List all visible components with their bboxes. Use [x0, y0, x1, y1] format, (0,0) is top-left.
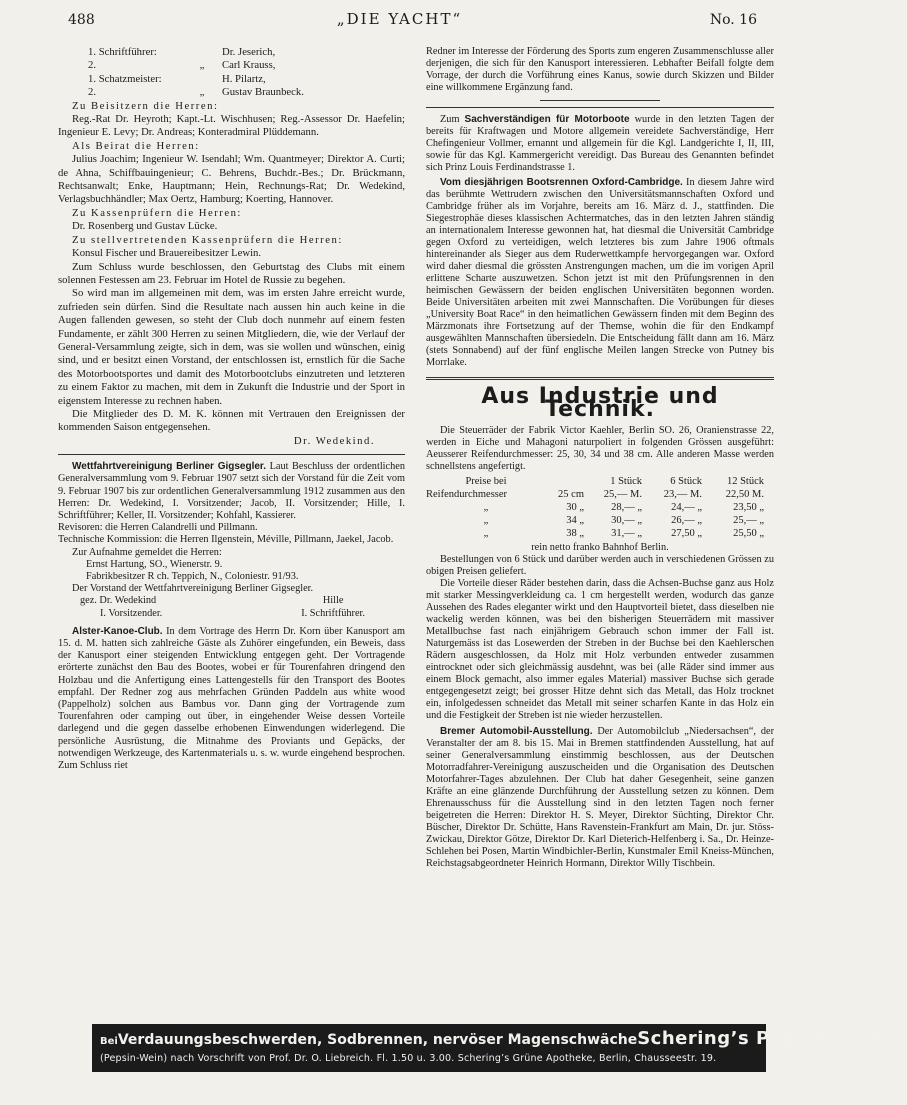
- gigsegler-lead: Wettfahrtvereinigung Berliner Gigsegler.: [72, 461, 267, 473]
- ad-prefix: Bei: [100, 1036, 118, 1047]
- divider: [58, 454, 405, 455]
- ad-details: (Pepsin-Wein) nach Vorschrift von Prof. Dr. O. Liebreich. Fl. 1.50 u. 3.00. Schering’s Grüne Apotheke, Berlin, Chausseestr. 19.: [100, 1053, 717, 1064]
- beirat-text: Julius Joachim; Ingenieur W. Isendahl; Wm. Quantmeyer; Direktor A. Curti; de Ahna, Schiffbauingenieur; C. Behrens, Buchdr.-Bes.; Dr. Brückmann, Rechtsanwalt; Enke, Hauptmann; Hein, Rechnungs-Rat; Dr. Wedekind, Verlagsbuchhändler; Max Oertz, Hamburg; Koerting, Hannover.: [58, 153, 405, 206]
- page-number: 488: [68, 12, 95, 28]
- price-header: Preise bei: [465, 475, 507, 487]
- vorstand-line: Der Vorstand der Wettfahrtvereinigung Berliner Gigsegler.: [72, 583, 314, 595]
- alster-notice: Alster-Kanoe-Club. In dem Vortrage des Herrn Dr. Korn über Kanusport am 15. d. M. hatten sich zahlreiche Gäste als Zuhörer eingefunden, ein Beweis, dass der Kanusport einer steigenden Entwicklung entgegen geht. Der Vortragende erörterte zunächst den Bau des Bootes, wobei er für Tourenfahren dringend den Holzbau und die Anfertigung eines Lattengestells für den Transport des Bootes empfahl. Der Redner zog aus mehrfachen Gründen Paddeln aus white wood (Pappelholz) solchen aus Bambus vor. Dann ging der Vortragende zum Tourenfahren oder camping out über, in eingehender Weise dessen Vorteile darlegend und die gegen dasselbe erhobenen Einwendungen widerlegend. Die persönliche Ausrüstung, die Mitnahme des Proviants und Gepäcks, der notwendigen Werkzeuge, des Kartenmaterials u. s. w. wurde eingehend besprochen. Zum Schluss riet: [58, 625, 405, 772]
- signature-right: Hille I. Schriftführer.: [301, 595, 365, 619]
- stellv-heading: Zu stellvertretenden Kassenprüfern die Herren:: [72, 233, 343, 246]
- officer-row: 1. Schriftführer: Dr. Jeserich,: [88, 46, 276, 58]
- kassen-heading: Zu Kassenprüfern die Herren:: [72, 206, 242, 219]
- price-row: „: [483, 501, 489, 513]
- kassen-text: Dr. Rosenberg und Gustav Lücke.: [72, 220, 218, 233]
- price-footer: rein netto franko Bahnhof Berlin.: [531, 541, 669, 553]
- divider: [426, 377, 774, 380]
- price-row: „: [483, 527, 489, 539]
- gigsegler-signatures: [58, 595, 405, 619]
- officer-row: 1. Schatzmeister: H. Pilartz,: [88, 72, 266, 85]
- section-title: Aus Industrie und Technik.: [481, 384, 719, 423]
- sachverstaendige-lead: Sachverständigen für Motorboote: [464, 114, 630, 125]
- officers-list: [58, 46, 405, 100]
- bremer-notice: Bremer Automobil-Ausstellung. Der Automobilclub „Niedersachsen“, der Veranstalter der am 8. bis 15. Mai in Bremen stattfindenden Ausstellung, hat auf seiner Generalversammlung einstimmig beschlossen, aus der Deutschen Motorradfahrer-Vereinigung auszuscheiden und die Organisation des Deutschen Motorfahrer-Tages abzulehnen. Der Club hat daher Gesegenheit, seine ganzen Kräfte an eine glänzende Durchführung der Ausstellung setzen zu können. Dem Ehrenausschuss für die Ausstellung sind in den letzten Tagen noch ferner beigetreten die Herren: Direktor H. S. Meyer, Direktor Süchting, Direktor Chr. Büscher, Direktor Dr. Schütte, Hans Ravenstein-Frankfurt am Main, Dr. jur. Stöss-Zwickau, Direktor Götze, Direktor Dr. Karl Dieterich-Helfenberg i. Sa., Dr. Heinze-Schlehen bei Posen, Martin Windbichler-Berlin, Kunstmaler Emil Kneiss-München, Reichstagsabgeordneter Heinrich Hormann, Direktor Willy Tischbein.: [426, 725, 775, 869]
- price-row: Reifendurchmesser: [426, 488, 508, 500]
- divider: [540, 100, 660, 101]
- beisitzer-heading: Zu Beisitzern die Herren:: [72, 99, 219, 112]
- signature: Dr. Wedekind.: [293, 434, 375, 447]
- signature-left: gez. Dr. Wedekind I. Vorsitzender.: [80, 595, 163, 619]
- officer-row: 2. „ Carl Krauss,: [88, 59, 276, 72]
- anmeldung-heading: Zur Aufnahme gemeldet die Herren:: [72, 546, 222, 558]
- kaehler-text: Die Steuerräder der Fabrik Victor Kaehler, Berlin SO. 26, Oranienstrasse 22, werden in Eiche und Mahagoni naturpoliert in folgenden Grössen ausgeführt: Aeusserer Reifendurchmesser: 25, 30, 34 und 38 cm. Alle anderen Masse werden schnellstens angefertigt.: [426, 424, 774, 472]
- ad-brand: Schering’s Pepsin-Essenz: [637, 1028, 907, 1049]
- left-column: [58, 46, 405, 772]
- advertisement-banner: [92, 1024, 907, 1072]
- stellv-text: Konsul Fischer und Brauereibesitzer Lewin.: [72, 247, 262, 260]
- bestellungen: Bestellungen von 6 Stück und darüber werden auch in verschiedenen Grössen zu obigen Preisen geliefert.: [426, 553, 774, 577]
- ad-headline: [100, 1028, 907, 1049]
- bremer-lead: Bremer Automobil-Ausstellung.: [440, 725, 593, 737]
- gigsegler-notice: Wettfahrtvereinigung Berliner Gigsegler. Laut Beschluss der ordentlichen Generalversammlung vom 9. Februar 1907 setzt sich der Vorstand für die Zeit vom 9. Februar 1907 bis zur ordentlichen Generalversammlung 1912 zusammen aus den Herren: Dr. Wedekind, I. Vorsitzender; Jacob, II. Vorsitzender; Hille, I. Schriftführer; Keller, II. Vorsitzender; Kohfahl, Kassierer.: [58, 461, 405, 521]
- sachverstaendige-notice: Zum Sachverständigen für Motorboote wurde in den letzten Tagen der bereits für Kraftwagen und Motore allgemein vereidete Sachverständige, Herr Chefingenieur Vollmer, ernannt und allgemein für die Kgl. Landgerichte I, II, III, sowie für das Kgl. Kammergericht vereidigt. Das Bureau des Genannten befindet sich Prinz Louis Ferdinandstrasse 1.: [426, 114, 774, 173]
- running-head: [0, 0, 799, 40]
- issue-number: No. 16: [709, 12, 757, 28]
- oxford-notice: Vom diesjährigen Bootsrennen Oxford-Cambridge. In diesem Jahre wird das berühmte Wettrudern zwischen den Universitätsmannschaften Oxford und Cambridge früher als im Vorjahre, bereits am 16. März d. J., stattfinden. Die Siegestrophäe dieses klassischen Achtermatches, das in den letzten Jahren ständig an internationalem Interesse gewonnen hat, hat diesmal die Universität Cambridge gegen Oxford zu verteidigen, welch letzteres bis zum Jahre 1906 oftmals hintereinander als Sieger aus dem Ruderwettkampfe hervorgegangen war. Oxford wird daher diesmal die grössten Anstrengungen machen, um die im vorigen April erlittene Scharte auszuwetzen. Schon jetzt ist mit den Prüfungsrennen in den heimischen Gewässern der beiden englischen Universitäten begonnen worden. Beide Universitäten arbeiten mit zwei Mannschaften. Die Vorübungen für dieses „University Boat Race“ in den heimatlichen Gewässern finden mit dem Beginn des Märzmonats ihre Fortsetzung auf der Themse, wohin die für den Endkampf ausgewählten Mannschaften übersiedeln. Die Entscheidung fällt dann am 16. März (stets Sonnabend) auf der fünf englische Meilen langen Strecke von Putney bis Morrlake.: [426, 177, 774, 368]
- officer-row: 2. „ Gustav Braunbeck.: [88, 86, 304, 99]
- beirat-heading: Als Beirat die Herren:: [72, 139, 200, 152]
- ad-complaints: Verdauungsbeschwerden, Sodbrennen, nervöser Magenschwäche: [117, 1032, 638, 1048]
- anmeldung-entry: Fabrikbesitzer R ch. Teppich, N., Coloniestr. 91/93.: [86, 571, 299, 583]
- magazine-title: „DIE YACHT“: [336, 10, 463, 28]
- beisitzer-text: Reg.-Rat Dr. Heyroth; Kapt.-Lt. Wischhusen; Reg.-Assessor Dr. Haefelin; Ingenieur E. Levy; Dr. Andreas; Konteradmiral Plüddemann.: [58, 113, 405, 139]
- right-column: [426, 46, 774, 870]
- anmeldung-entry: Ernst Hartung, SO., Wienerstr. 9.: [86, 558, 223, 570]
- continued-text: Redner im Interesse der Förderung des Sports zum engeren Zusammenschlusse aller derjenigen, die sich für den Kanusport interessieren. Lebhafter Beifall folgte dem Vorrage, der durch die Vorführung eines Kanus, sowie durch Skizzen und Bilder eine willkommene Ergänzung fand.: [426, 46, 774, 93]
- paragraph: Die Mitglieder des D. M. K. können mit Vertrauen den Ereignissen der kommenden Saison entgegensehen.: [58, 407, 405, 434]
- alster-lead: Alster-Kanoe-Club.: [72, 625, 163, 637]
- price-row: „: [483, 514, 489, 526]
- oxford-lead: Vom diesjährigen Bootsrennen Oxford-Cambridge.: [440, 177, 683, 188]
- vorteile: Die Vorteile dieser Räder bestehen darin, dass die Achsen-Buchse ganz aus Holz mit starker Messingverkleidung ca. 1 cm hergestellt werden, wodurch das ganze Aussehen des Rades eleganter wirkt und den Hauptvorteil bietet, dass dieselben nie wackelig werden können, was bei den bisherigen Steuerrädern mit massiver Metallbuchse fast nach einjährigem Gebrauch schon immer der Fall ist. Naturgemäss ist das Losewerden der Streben in der Buchse bei den Kaehlerschen Rädern ausgeschlossen, da Holz mit Holz verbunden entweder zusammen eintrocknet oder sich gleichmässig ausdehnt, was bei (alle Räder sind immer aus einem Block gemacht, also immer egales Material) massiver Buchse sich gerade entgegengesetzt zeigt; bei grosser Hitze dehnt sich das Metall, das Holz trocknet ein, infolgedessen schneidet das Metall mit seiner scharfen Kante in das Holz ein und die Festigkeit der Streben ist nie wieder herzustellen.: [426, 577, 774, 721]
- paragraph: So wird man im allgemeinen mit dem, was im ersten Jahre erreicht wurde, zufrieden sein dürfen. Sind die Resultate nach aussen hin auch keine in die Augen fallenden gewesen, so steht der Club doch nunmehr auf einem festen Fundamente, er zählt 300 Herren zu seinen Mitgliedern, die, wie der Verlauf der General-Versammlung zeigte, sich in dem, was sie wollen und wünschen, einig sind, und er besitzt einen Vorstand, der entschlossen ist, ernstlich für die Sache des Motorbootsportes und damit des Motorbootclubs einzutreten und letzteren zu einem Faktor zu machen, mit dem in Zukunft die Industrie und der Sport in eigenstem Interesse zu rechnen haben.: [58, 287, 405, 407]
- technische-kommission: Technische Kommission: die Herren Ilgenstein, Méville, Pillmann, Jaekel, Jacob.: [58, 534, 394, 546]
- paragraph: Zum Schluss wurde beschlossen, den Geburtstag des Clubs mit einem solennen Festessen am 23. Februar im Hotel de Russie zu begehen.: [58, 260, 405, 286]
- divider: [426, 107, 774, 108]
- price-table: Preise bei 1 Stück 6 Stück 12 Stück Reifendurchmesser 25 cm 25,— M. 23,— M. 22,50 M. „ 30 „ 28,— „ 24,— „ 23,50 „ „ 34 „ 30,— „ 26,— „ 25,— „ „ 38 „ 31,— „ 27,50 „ 25,50 „: [426, 475, 764, 539]
- revisoren: Revisoren: die Herren Calandrelli und Pillmann.: [58, 522, 258, 534]
